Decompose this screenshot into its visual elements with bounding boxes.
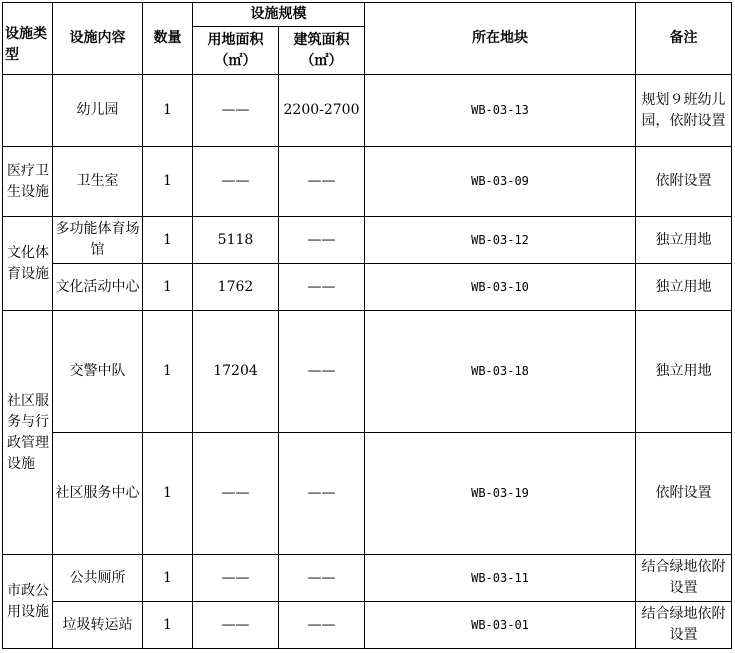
land-cell: —— [193, 433, 279, 555]
header-parcel: 所在地块 [365, 3, 636, 75]
qty-cell: 1 [143, 555, 193, 602]
header-note: 备注 [636, 3, 732, 75]
header-build-area: 建筑面积（㎡） [279, 27, 365, 75]
parcel-cell: WB-03-11 [365, 555, 636, 602]
table-row [3, 217, 732, 264]
note-cell: 规划９班幼儿园，依附设置 [636, 75, 732, 147]
land-cell: 1762 [193, 264, 279, 311]
header-land-area: 用地面积（㎡） [193, 27, 279, 75]
qty-cell: 1 [143, 264, 193, 311]
qty-cell: 1 [143, 217, 193, 264]
parcel-cell: WB-03-12 [365, 217, 636, 264]
note-cell: 依附设置 [636, 147, 732, 217]
build-cell: —— [279, 147, 365, 217]
table-row [3, 602, 732, 649]
build-cell: —— [279, 311, 365, 433]
table-row [3, 311, 732, 433]
table-row [3, 555, 732, 602]
content-cell: 幼儿园 [53, 75, 143, 147]
content-cell: 垃圾转运站 [53, 602, 143, 649]
land-cell: 17204 [193, 311, 279, 433]
qty-cell: 1 [143, 433, 193, 555]
header-scale: 设施规模 [193, 3, 365, 27]
note-cell: 独立用地 [636, 311, 732, 433]
parcel-cell: WB-03-13 [365, 75, 636, 147]
content-cell: 卫生室 [53, 147, 143, 217]
header-type: 设施类型 [3, 3, 53, 75]
build-cell: —— [279, 433, 365, 555]
table-row [3, 433, 732, 555]
note-cell: 独立用地 [636, 217, 732, 264]
build-cell: —— [279, 217, 365, 264]
type-cell: 社区服务与行政管理设施 [3, 311, 53, 555]
content-cell: 交警中队 [53, 311, 143, 433]
content-cell: 社区服务中心 [53, 433, 143, 555]
parcel-cell: WB-03-10 [365, 264, 636, 311]
header-content: 设施内容 [53, 3, 143, 75]
table-row [3, 264, 732, 311]
qty-cell: 1 [143, 147, 193, 217]
note-cell: 独立用地 [636, 264, 732, 311]
content-cell: 多功能体育场馆 [53, 217, 143, 264]
parcel-cell: WB-03-01 [365, 602, 636, 649]
qty-cell: 1 [143, 602, 193, 649]
land-cell: —— [193, 147, 279, 217]
parcel-cell: WB-03-09 [365, 147, 636, 217]
parcel-cell: WB-03-18 [365, 311, 636, 433]
parcel-cell: WB-03-19 [365, 433, 636, 555]
land-cell: —— [193, 555, 279, 602]
content-cell: 公共厕所 [53, 555, 143, 602]
header-qty: 数量 [143, 3, 193, 75]
note-cell: 结合绿地依附设置 [636, 555, 732, 602]
note-cell: 依附设置 [636, 433, 732, 555]
type-cell: 市政公用设施 [3, 555, 53, 649]
build-cell: —— [279, 264, 365, 311]
facilities-table [2, 2, 732, 649]
content-cell: 文化活动中心 [53, 264, 143, 311]
note-cell: 结合绿地依附设置 [636, 602, 732, 649]
build-cell: —— [279, 602, 365, 649]
build-cell: —— [279, 555, 365, 602]
type-cell: 文化体育设施 [3, 217, 53, 311]
table-row [3, 147, 732, 217]
table-row [3, 75, 732, 147]
land-cell: 5118 [193, 217, 279, 264]
type-cell: 医疗卫生设施 [3, 147, 53, 217]
land-cell: —— [193, 602, 279, 649]
qty-cell: 1 [143, 75, 193, 147]
type-cell-empty [3, 75, 53, 147]
qty-cell: 1 [143, 311, 193, 433]
land-cell: —— [193, 75, 279, 147]
build-cell: 2200-2700 [279, 75, 365, 147]
